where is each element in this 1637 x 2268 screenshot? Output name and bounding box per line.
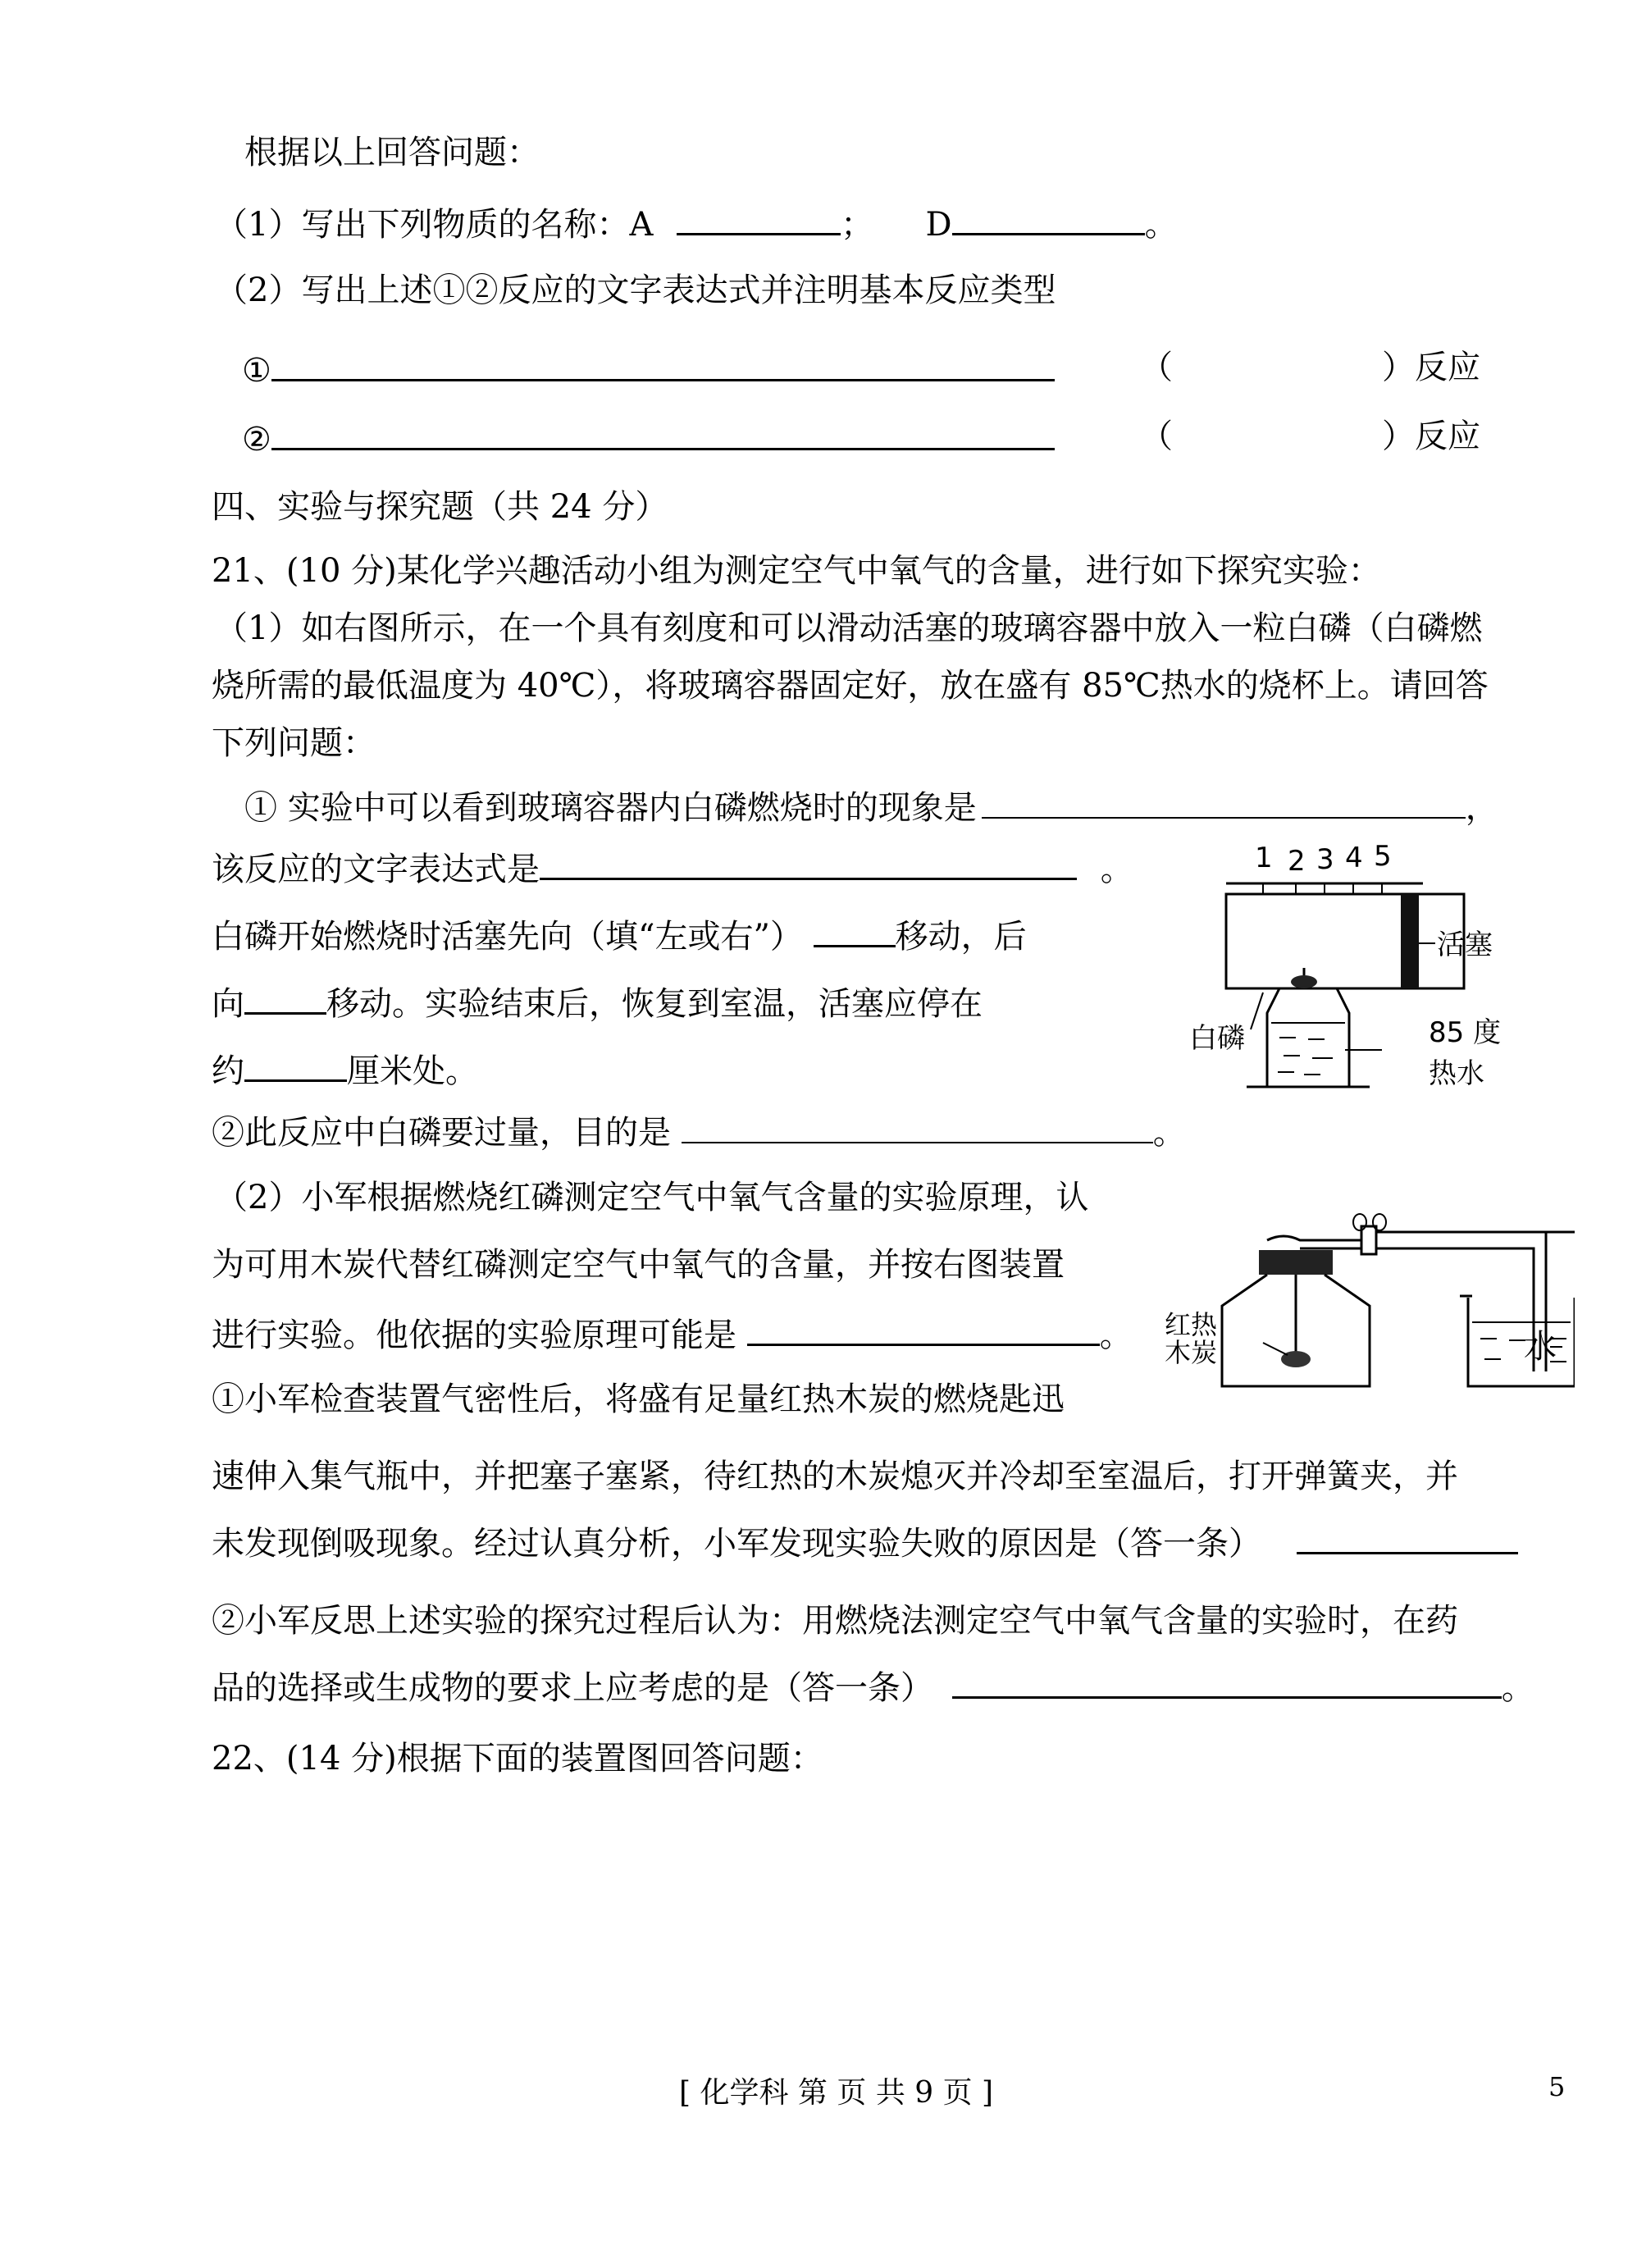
q1-d-label: D — [925, 206, 952, 244]
q21-sub1-c-text: 白磷开始燃烧时活塞先向（填“左或右”） — [212, 918, 803, 956]
q21-sub1-d — [212, 979, 983, 1025]
q21-part1-line1: （1）如右图所示，在一个具有刻度和可以滑动活塞的玻璃容器中放入一粒白磷（白磷燃 — [215, 609, 1483, 647]
q21-sub1-a — [244, 784, 1498, 829]
purpose-blank[interactable] — [682, 1109, 1153, 1143]
white-phosphorus-label: 白磷 — [1189, 1022, 1245, 1055]
q21-part2-line3-end: 。 — [1099, 1317, 1133, 1354]
direction-blank-2[interactable] — [244, 979, 326, 1015]
hot-water-label-1: 85 度 — [1429, 1016, 1502, 1049]
scale-number: 4 — [1345, 842, 1363, 874]
q21-sub1-e-end: 厘米处。 — [347, 1052, 478, 1090]
scale-numbers — [1255, 840, 1392, 878]
q21-sub1-c — [212, 912, 1027, 958]
consideration-blank[interactable] — [952, 1663, 1502, 1699]
q1-sep: ； — [841, 206, 874, 244]
q21-sub1-c-end: 移动，后 — [895, 918, 1027, 956]
q21-sub2-end: 。 — [1152, 1114, 1186, 1152]
question-1 — [215, 200, 1178, 246]
q21-part2-sub2-line2-text: 品的选择或生成物的要求上应考虑的是（答一条） — [212, 1669, 933, 1707]
reaction-type-open-2: （ — [1140, 418, 1173, 455]
q21-sub2-text: ②此反应中白磷要过量，目的是 — [212, 1114, 671, 1152]
answer-blank-a[interactable] — [677, 200, 841, 235]
charcoal-label-2: 木炭 — [1165, 1337, 1218, 1368]
reaction-type-close-2: ）反应 — [1382, 418, 1480, 455]
scale-number: 1 — [1255, 842, 1273, 874]
reaction-blank-1[interactable] — [271, 346, 1055, 381]
question-2: （2）写出上述①②反应的文字表达式并注明基本反应类型 — [215, 272, 1056, 309]
intro-line: 根据以上回答问题： — [244, 134, 540, 171]
q1-label: （1）写出下列物质的名称：A — [215, 206, 654, 244]
reaction-blank-2[interactable] — [271, 415, 1055, 450]
phenomenon-blank[interactable] — [982, 784, 1466, 819]
q21-part2-line2: 为可用木炭代替红磷测定空气中氧气的含量，并按右图装置 — [212, 1246, 1065, 1284]
expression-blank[interactable] — [540, 845, 1077, 880]
q21-sub1-e — [212, 1047, 478, 1093]
scale-number: 2 — [1288, 845, 1306, 878]
scale-number: 3 — [1316, 843, 1334, 876]
q1-end: 。 — [1144, 206, 1178, 244]
q21-part2-sub1-line2: 速伸入集气瓶中，并把塞子塞紧，待红热的木炭熄灭并冷却至室温后，打开弹簧夹，并 — [212, 1458, 1458, 1495]
q21-part2-sub2-end: 。 — [1501, 1669, 1534, 1707]
question-22-title: 22、(14 分)根据下面的装置图回答问题： — [212, 1740, 823, 1777]
piston-label: 活塞 — [1437, 929, 1493, 961]
q21-part1-line3: 下列问题： — [212, 724, 376, 762]
piston — [1401, 894, 1419, 988]
q21-part2-line3 — [212, 1311, 1133, 1357]
q21-part2-line1: （2）小军根据燃烧红磷测定空气中氧气含量的实验原理，认 — [215, 1179, 1089, 1216]
scale-number: 5 — [1374, 840, 1392, 873]
charcoal-label-1: 红热 — [1165, 1309, 1218, 1340]
question-21-title: 21、(10 分)某化学兴趣活动小组为测定空气中氧气的含量，进行如下探究实验： — [212, 552, 1381, 590]
charcoal-apparatus-figure — [1165, 1199, 1575, 1404]
q21-part2-sub2-line2 — [212, 1663, 1534, 1709]
page-footer: [ 化学科 第 页 共 9 页 ] — [679, 2076, 994, 2110]
glass-container — [1226, 894, 1464, 988]
q21-part2-sub1-line1: ①小军检查装置气密性后，将盛有足量红热木炭的燃烧匙迅 — [212, 1380, 1065, 1418]
q21-sub2 — [212, 1109, 1186, 1154]
reaction-number-2: ② — [242, 421, 271, 459]
answer-blank-d[interactable] — [952, 200, 1145, 235]
hot-water-label-2: 热水 — [1429, 1057, 1484, 1090]
principle-blank[interactable] — [747, 1311, 1100, 1346]
section-4-heading: 四、实验与探究题（共 24 分） — [212, 488, 668, 526]
q21-part2-sub2-line1: ②小军反思上述实验的探究过程后认为：用燃烧法测定空气中氧气含量的实验时，在药 — [212, 1602, 1458, 1640]
piston-apparatus-figure — [1181, 833, 1558, 1103]
q21-part2-sub1-line3 — [212, 1519, 1518, 1565]
q21-part2-line3-text: 进行实验。他依据的实验原理可能是 — [212, 1317, 736, 1354]
q21-part1-line2: 烧所需的最低温度为 40℃），将玻璃容器固定好，放在盛有 85℃热水的烧杯上。请回答 — [212, 667, 1489, 705]
failure-reason-blank[interactable] — [1297, 1519, 1518, 1554]
q21-sub1-d-text: 向 — [212, 985, 244, 1023]
q21-sub1-e-text: 约 — [212, 1052, 244, 1090]
q21-sub1-b — [212, 845, 1133, 891]
q21-sub1-a-end: ， — [1465, 789, 1498, 827]
water-label: 水 — [1524, 1328, 1557, 1366]
reaction-row-2 — [242, 415, 1505, 461]
q21-sub1-b-end: 。 — [1100, 851, 1133, 888]
position-blank[interactable] — [244, 1047, 347, 1082]
rubber-stopper — [1259, 1250, 1333, 1275]
reaction-type-close-1: ）反应 — [1382, 349, 1480, 386]
q21-sub1-a-text: ① 实验中可以看到玻璃容器内白磷燃烧时的现象是 — [244, 789, 977, 827]
reaction-number-1: ① — [242, 352, 271, 390]
reaction-type-open-1: （ — [1140, 349, 1173, 386]
page-number: 5 — [1548, 2071, 1566, 2102]
q21-sub1-b-text: 该反应的文字表达式是 — [212, 851, 540, 888]
direction-blank-1[interactable] — [814, 912, 896, 947]
q21-part2-sub1-line3-text: 未发现倒吸现象。经过认真分析，小军发现实验失败的原因是（答一条） — [212, 1525, 1261, 1563]
white-phosphorus-lump — [1291, 975, 1317, 988]
reaction-row-1 — [242, 346, 1505, 392]
spring-clamp — [1361, 1226, 1376, 1254]
q21-sub1-d-end: 移动。实验结束后，恢复到室温，活塞应停在 — [326, 985, 983, 1023]
